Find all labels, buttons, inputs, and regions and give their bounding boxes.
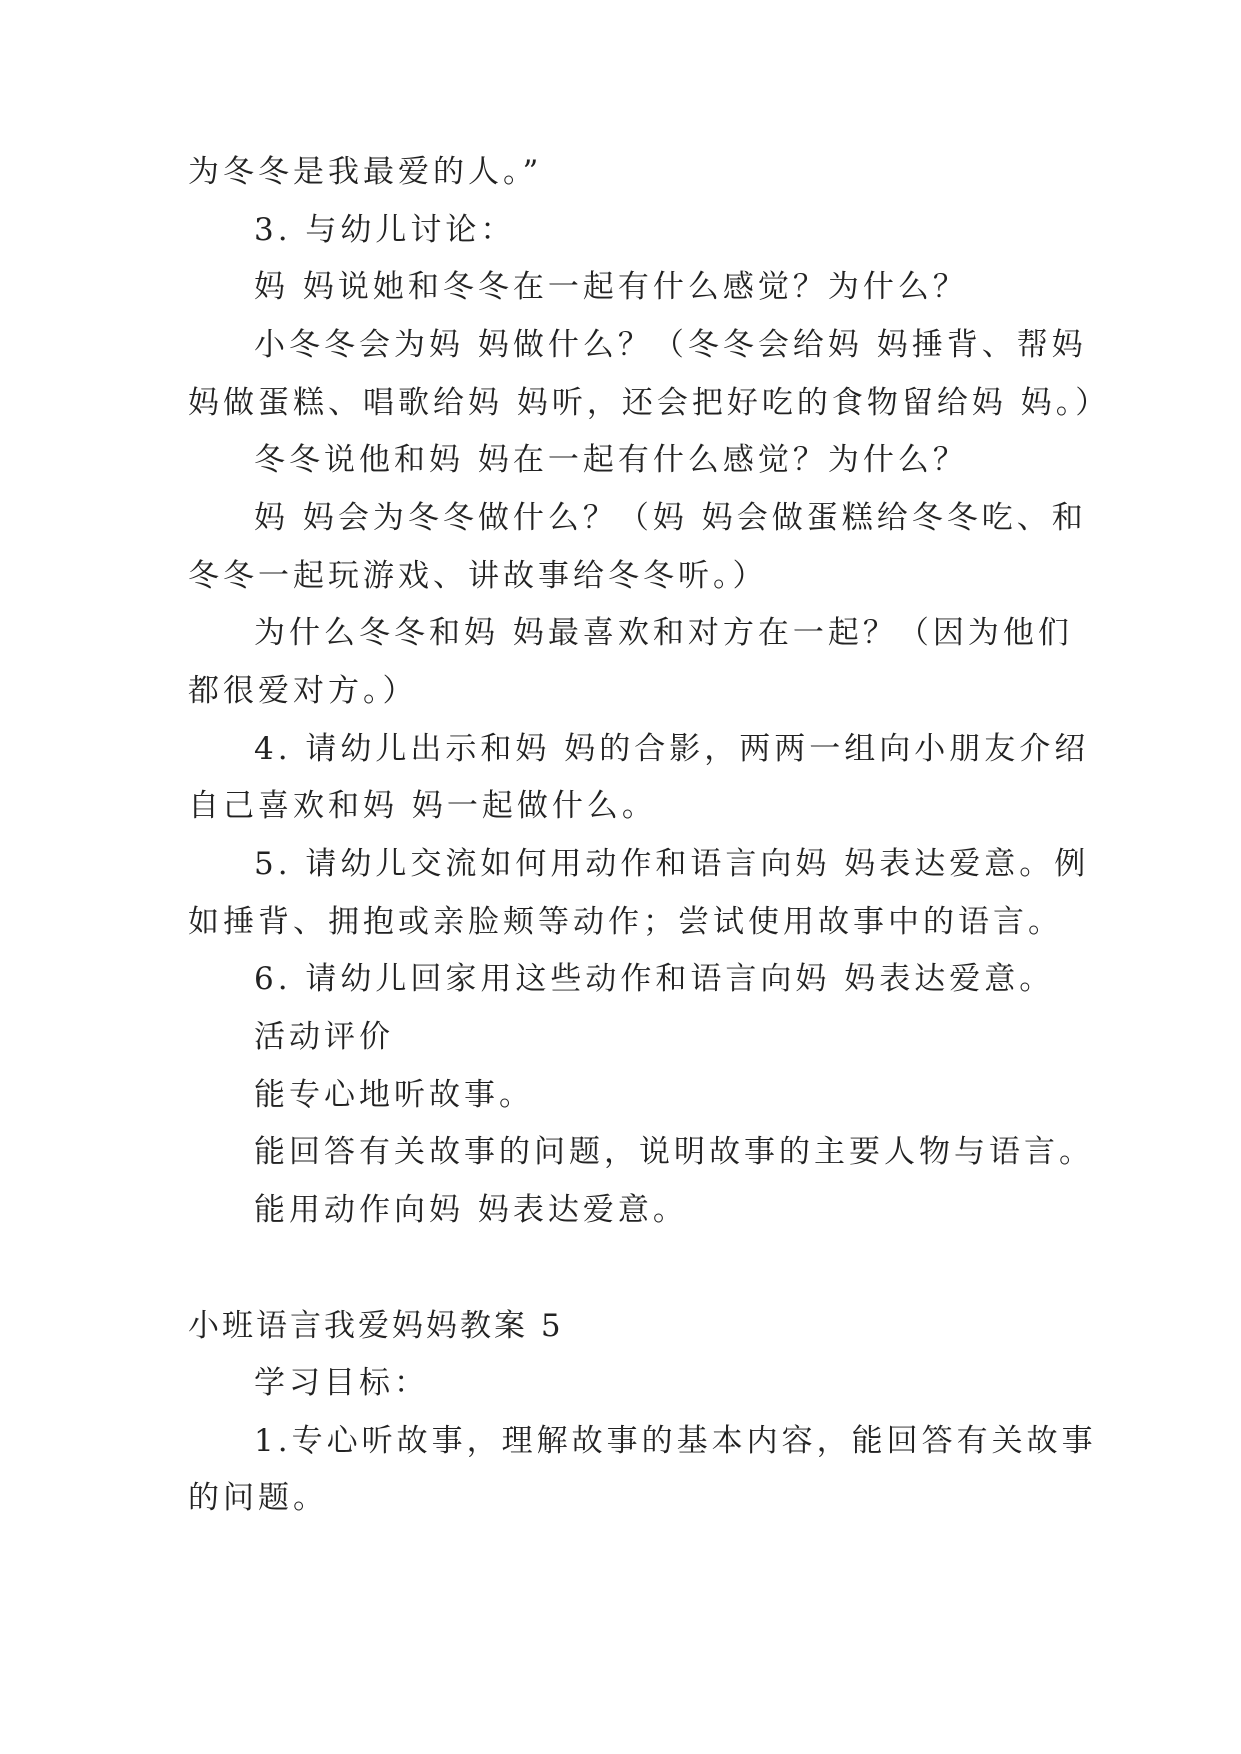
text-line: 妈 妈说她和冬冬在一起有什么感觉？为什么？ [254,269,968,305]
text-line: 学习目标： [254,1365,429,1401]
text-line: 1.专心听故事，理解故事的基本内容，能回答有关故事 [254,1423,1097,1459]
text-line: 的问题。 [188,1480,328,1516]
text-line: 冬冬说他和妈 妈在一起有什么感觉？为什么？ [254,442,968,478]
section-heading: 小班语言我爱妈妈教案 5 [188,1308,564,1344]
section-label: 活动评价 [254,1019,394,1055]
text-line: 为冬冬是我最爱的人。” [188,154,543,190]
text-line: 4. 请幼儿出示和妈 妈的合影，两两一组向小朋友介绍 [254,731,1090,767]
text-line: 6. 请幼儿回家用这些动作和语言向妈 妈表达爱意。 [254,961,1055,997]
text-line: 妈 妈会为冬冬做什么？（妈 妈会做蛋糕给冬冬吃、和 [254,500,1087,536]
text-line: 都很爱对方。） [188,673,418,709]
text-line: 能用动作向妈 妈表达爱意。 [254,1192,688,1228]
text-line: 如捶背、拥抱或亲脸颊等动作；尝试使用故事中的语言。 [188,904,1063,940]
text-line: 5. 请幼儿交流如何用动作和语言向妈 妈表达爱意。例 [254,846,1090,882]
text-line: 3. 与幼儿讨论： [254,212,516,248]
text-line: 冬冬一起玩游戏、讲故事给冬冬听。） [188,558,768,594]
text-line: 小冬冬会为妈 妈做什么？（冬冬会给妈 妈捶背、帮妈 [254,327,1087,363]
text-line: 能回答有关故事的问题，说明故事的主要人物与语言。 [254,1134,1094,1170]
text-line: 妈做蛋糕、唱歌给妈 妈听，还会把好吃的食物留给妈 妈。） [188,385,1111,421]
text-line: 为什么冬冬和妈 妈最喜欢和对方在一起？（因为他们 [254,615,1073,651]
text-line: 能专心地听故事。 [254,1077,534,1113]
text-line: 自己喜欢和妈 妈一起做什么。 [188,788,657,824]
